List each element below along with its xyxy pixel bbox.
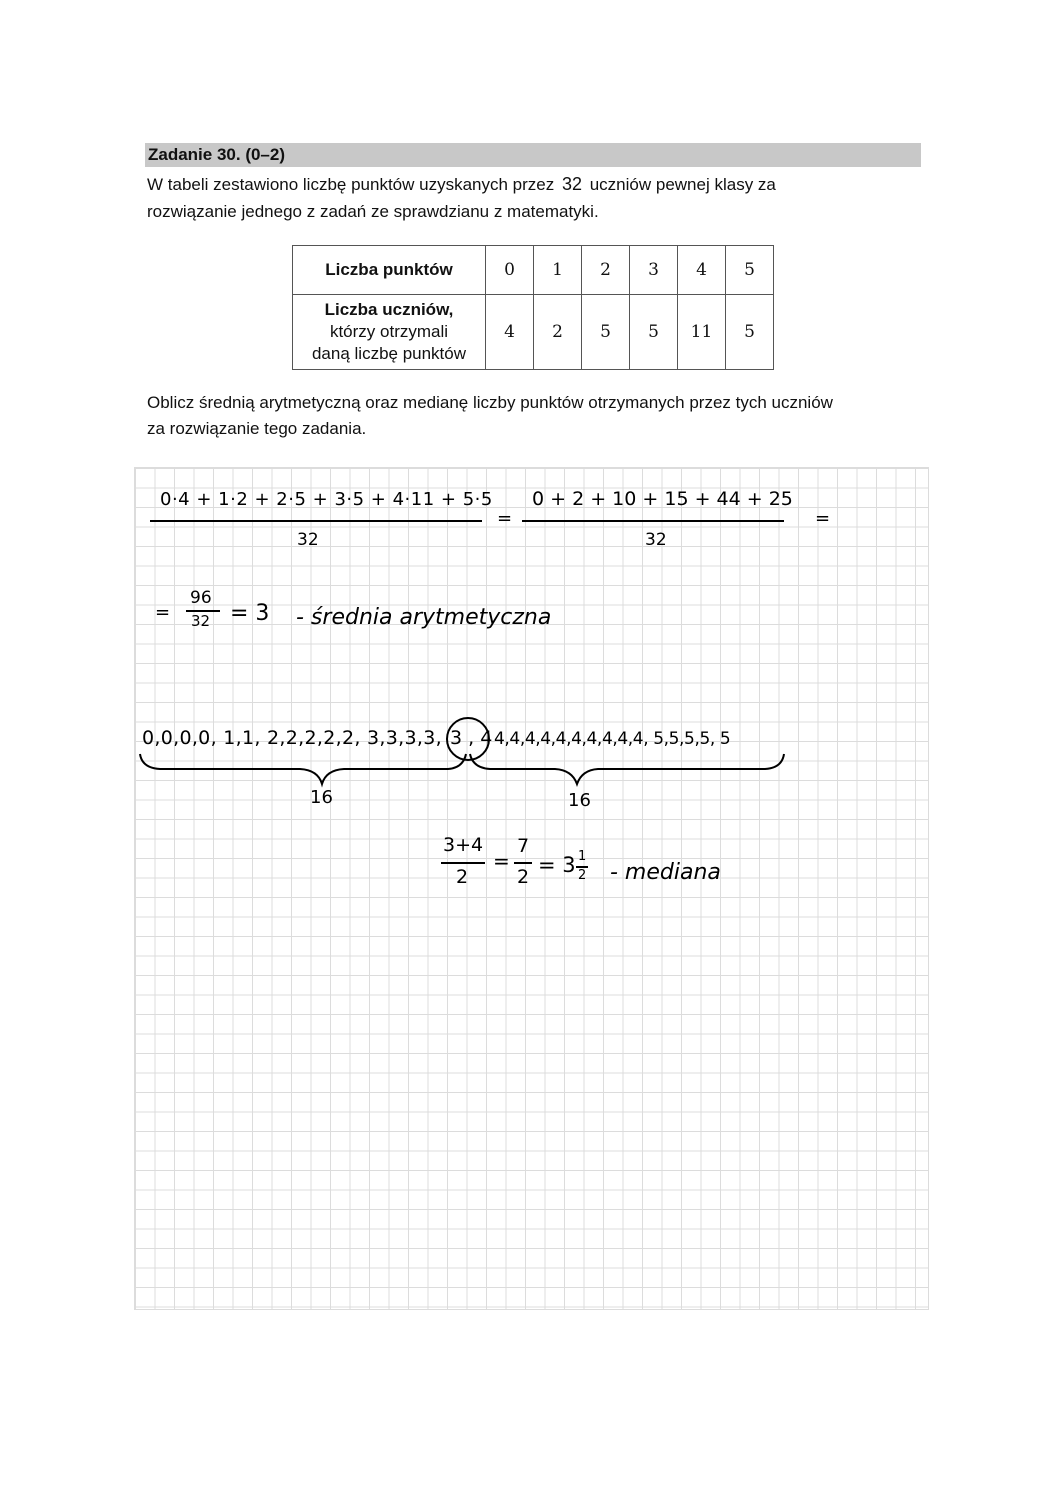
- students-header-line3: daną liczbę punktów: [311, 344, 467, 363]
- median-denominator-2: 2: [517, 866, 530, 888]
- intro-number: 32: [561, 174, 582, 194]
- median-label: - mediana: [610, 860, 721, 885]
- students-cell: 5: [726, 295, 774, 370]
- points-cell: 1: [534, 246, 582, 295]
- students-header-bold: Liczba uczniów,: [324, 300, 454, 319]
- result-value: = 3: [230, 601, 270, 626]
- points-cell: 3: [630, 246, 678, 295]
- median-circle: [447, 718, 489, 760]
- median-numerator: 3+4: [443, 834, 484, 856]
- mean-denominator-1: 32: [297, 530, 319, 550]
- sequence-median-pair: 3 , 4: [450, 727, 493, 749]
- median-frac-num: 1: [578, 849, 587, 864]
- result-numerator: 96: [190, 588, 212, 608]
- points-cell: 2: [582, 246, 630, 295]
- median-value: = 3: [538, 853, 576, 877]
- median-numerator-2: 7: [517, 835, 530, 857]
- mean-numerator-2: 0 + 2 + 10 + 15 + 44 + 25: [532, 488, 793, 510]
- count-right: 16: [568, 790, 591, 811]
- question-line-1: Oblicz średnią arytmetyczną oraz medianę liczby punktów otrzymanych przez tych uczniów: [147, 393, 833, 412]
- result-equals: =: [155, 602, 171, 623]
- mean-denominator-2: 32: [645, 530, 667, 550]
- median-denominator: 2: [456, 866, 469, 888]
- intro-text-end: uczniów pewnej klasy za: [585, 175, 776, 194]
- students-cell: 11: [678, 295, 726, 370]
- points-cell: 4: [678, 246, 726, 295]
- students-cell: 5: [630, 295, 678, 370]
- question-line-2: za rozwiązanie tego zadania.: [147, 419, 367, 438]
- mean-numerator-1: 0·4 + 1·2 + 2·5 + 3·5 + 4·11 + 5·5: [160, 489, 493, 510]
- right-brace: [470, 754, 784, 784]
- students-header-line2: którzy otrzymali: [329, 322, 449, 341]
- students-cell: 2: [534, 295, 582, 370]
- sequence-left: 0,0,0,0, 1,1, 2,2,2,2,2, 3,3,3,3,: [142, 727, 442, 749]
- result-denominator: 32: [191, 612, 211, 630]
- left-brace: [140, 754, 466, 784]
- result-label: - średnia arytmetyczna: [296, 605, 552, 630]
- points-cell: 0: [486, 246, 534, 295]
- students-cell: 4: [486, 295, 534, 370]
- intro-text-start: W tabeli zestawiono liczbę punktów uzyskanych przez: [147, 175, 559, 194]
- median-frac-den: 2: [578, 868, 587, 883]
- students-cell: 5: [582, 295, 630, 370]
- equals-sign: =: [497, 508, 513, 529]
- equals-sign: =: [815, 508, 831, 529]
- points-cell: 5: [726, 246, 774, 295]
- task-title: Zadanie 30. (0–2): [145, 143, 921, 167]
- intro-line-2: rozwiązanie jednego z zadań ze sprawdzianu z matematyki.: [147, 202, 599, 221]
- count-left: 16: [310, 787, 333, 808]
- sequence-right: 4,4,4,4,4,4,4,4,4,4, 5,5,5,5, 5: [494, 729, 731, 749]
- median-equals: =: [493, 849, 510, 873]
- points-header: Liczba punktów: [293, 246, 486, 295]
